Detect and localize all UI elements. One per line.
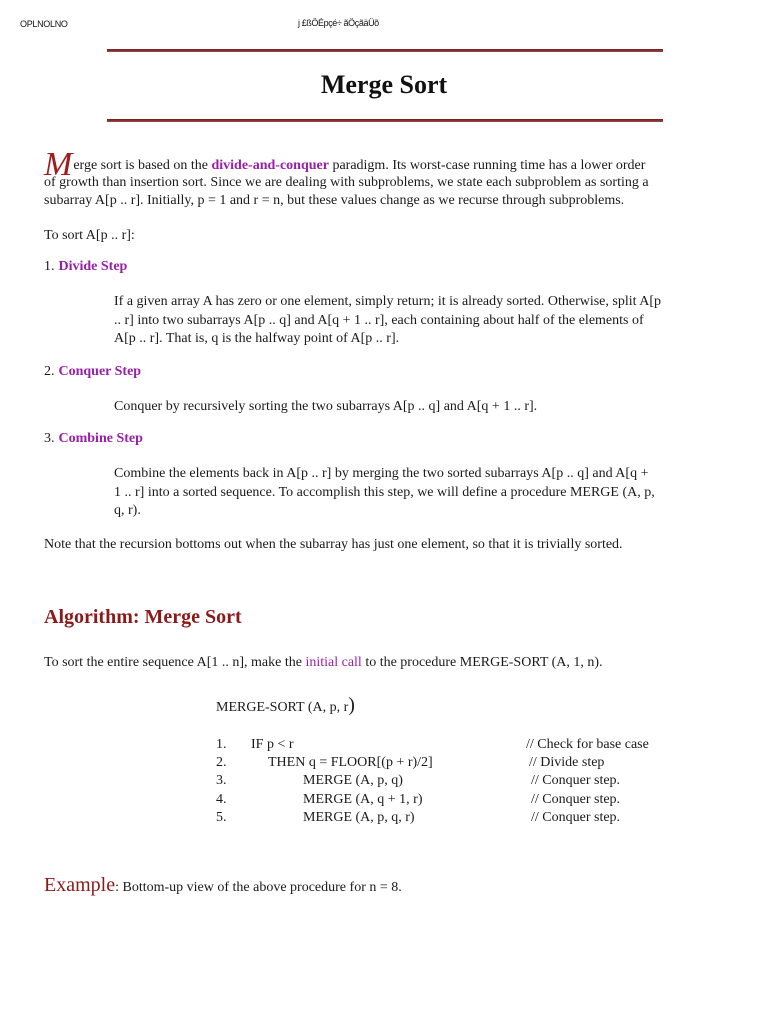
entire-sequence-line: To sort the entire sequence A[1 .. n], make the initial call to the procedure MERGE-SORT (A, 1, n). bbox=[44, 655, 603, 670]
step-3-line: Combine the elements back in A[p .. r] by merging the two sorted subarrays A[p .. q] and A[q + bbox=[114, 466, 649, 481]
drop-cap: M bbox=[44, 146, 73, 183]
title-rule-bottom bbox=[107, 119, 663, 122]
procedure-signature: MERGE-SORT (A, p, r) bbox=[216, 694, 355, 716]
step-2-line: Conquer by recursively sorting the two subarrays A[p .. q] and A[q + 1 .. r]. bbox=[114, 399, 538, 414]
step-3-line: q, r). bbox=[114, 503, 141, 518]
code-line-comment: // Conquer step. bbox=[531, 810, 621, 825]
keyword-divide-and-conquer: divide-and-conquer bbox=[211, 158, 329, 173]
code-line-number: 3. bbox=[216, 773, 227, 788]
page-title: Merge Sort bbox=[320, 70, 448, 99]
note-paragraph: Note that the recursion bottoms out when the subarray has just one element, so that it is trivially sorted. bbox=[44, 537, 623, 552]
intro-line-3: subarray A[p .. r]. Initially, p = 1 and r = n, but these values change as we recurse through subproblems. bbox=[44, 193, 625, 208]
intro-line-2: of growth than insertion sort. Since we are dealing with subproblems, we state each subproblem as sorting a bbox=[44, 175, 649, 190]
intro-line-1: Merge sort is based on the divide-and-conquer paradigm. Its worst-case running time has a lower order bbox=[44, 146, 646, 183]
step-2-heading: 2. Conquer Step bbox=[44, 364, 142, 379]
page-header-middle: j £ßÖÉpçé÷ ãÖçãäÜõ bbox=[298, 18, 379, 28]
step-3-heading: 3. Combine Step bbox=[44, 431, 143, 446]
step-3-line: 1 .. r] into a sorted sequence. To accomplish this step, we will define a procedure MERGE (A, p, bbox=[114, 485, 655, 500]
step-1-line: A[p .. r]. That is, q is the halfway point of A[p .. r]. bbox=[114, 331, 400, 346]
example-line: Example: Bottom-up view of the above procedure for n = 8. bbox=[44, 874, 402, 896]
code-line-text: THEN q = FLOOR[(p + r)/2] bbox=[268, 755, 433, 770]
code-line-number: 2. bbox=[216, 755, 227, 770]
title-rule-top bbox=[107, 49, 663, 52]
code-line-number: 1. bbox=[216, 737, 227, 752]
step-1-line: If a given array A has zero or one element, simply return; it is already sorted. Otherwise, split A[p bbox=[114, 294, 662, 309]
to-sort-line: To sort A[p .. r]: bbox=[44, 228, 135, 243]
algorithm-heading: Algorithm: Merge Sort bbox=[44, 606, 242, 628]
code-line-text: MERGE (A, p, q, r) bbox=[303, 810, 415, 825]
code-line-comment: // Divide step bbox=[529, 755, 605, 770]
code-line-comment: // Conquer step. bbox=[531, 773, 621, 788]
code-line-text: MERGE (A, q + 1, r) bbox=[303, 792, 423, 807]
code-line-text: MERGE (A, p, q) bbox=[303, 773, 403, 788]
code-line-number: 4. bbox=[216, 792, 227, 807]
code-line-comment: // Check for base case bbox=[526, 737, 649, 752]
example-label: Example bbox=[44, 874, 116, 896]
code-line-number: 5. bbox=[216, 810, 227, 825]
initial-call-link[interactable]: initial call bbox=[305, 655, 362, 670]
step-1-heading: 1. Divide Step bbox=[44, 259, 128, 274]
code-line-comment: // Conquer step. bbox=[531, 792, 621, 807]
page-header-left: OPLNOLNO bbox=[20, 19, 68, 29]
code-line-text: IF p < r bbox=[251, 737, 294, 752]
step-1-line: .. r] into two subarrays A[p .. q] and A[q + 1 .. r], each containing about half of the elements of bbox=[114, 313, 644, 328]
